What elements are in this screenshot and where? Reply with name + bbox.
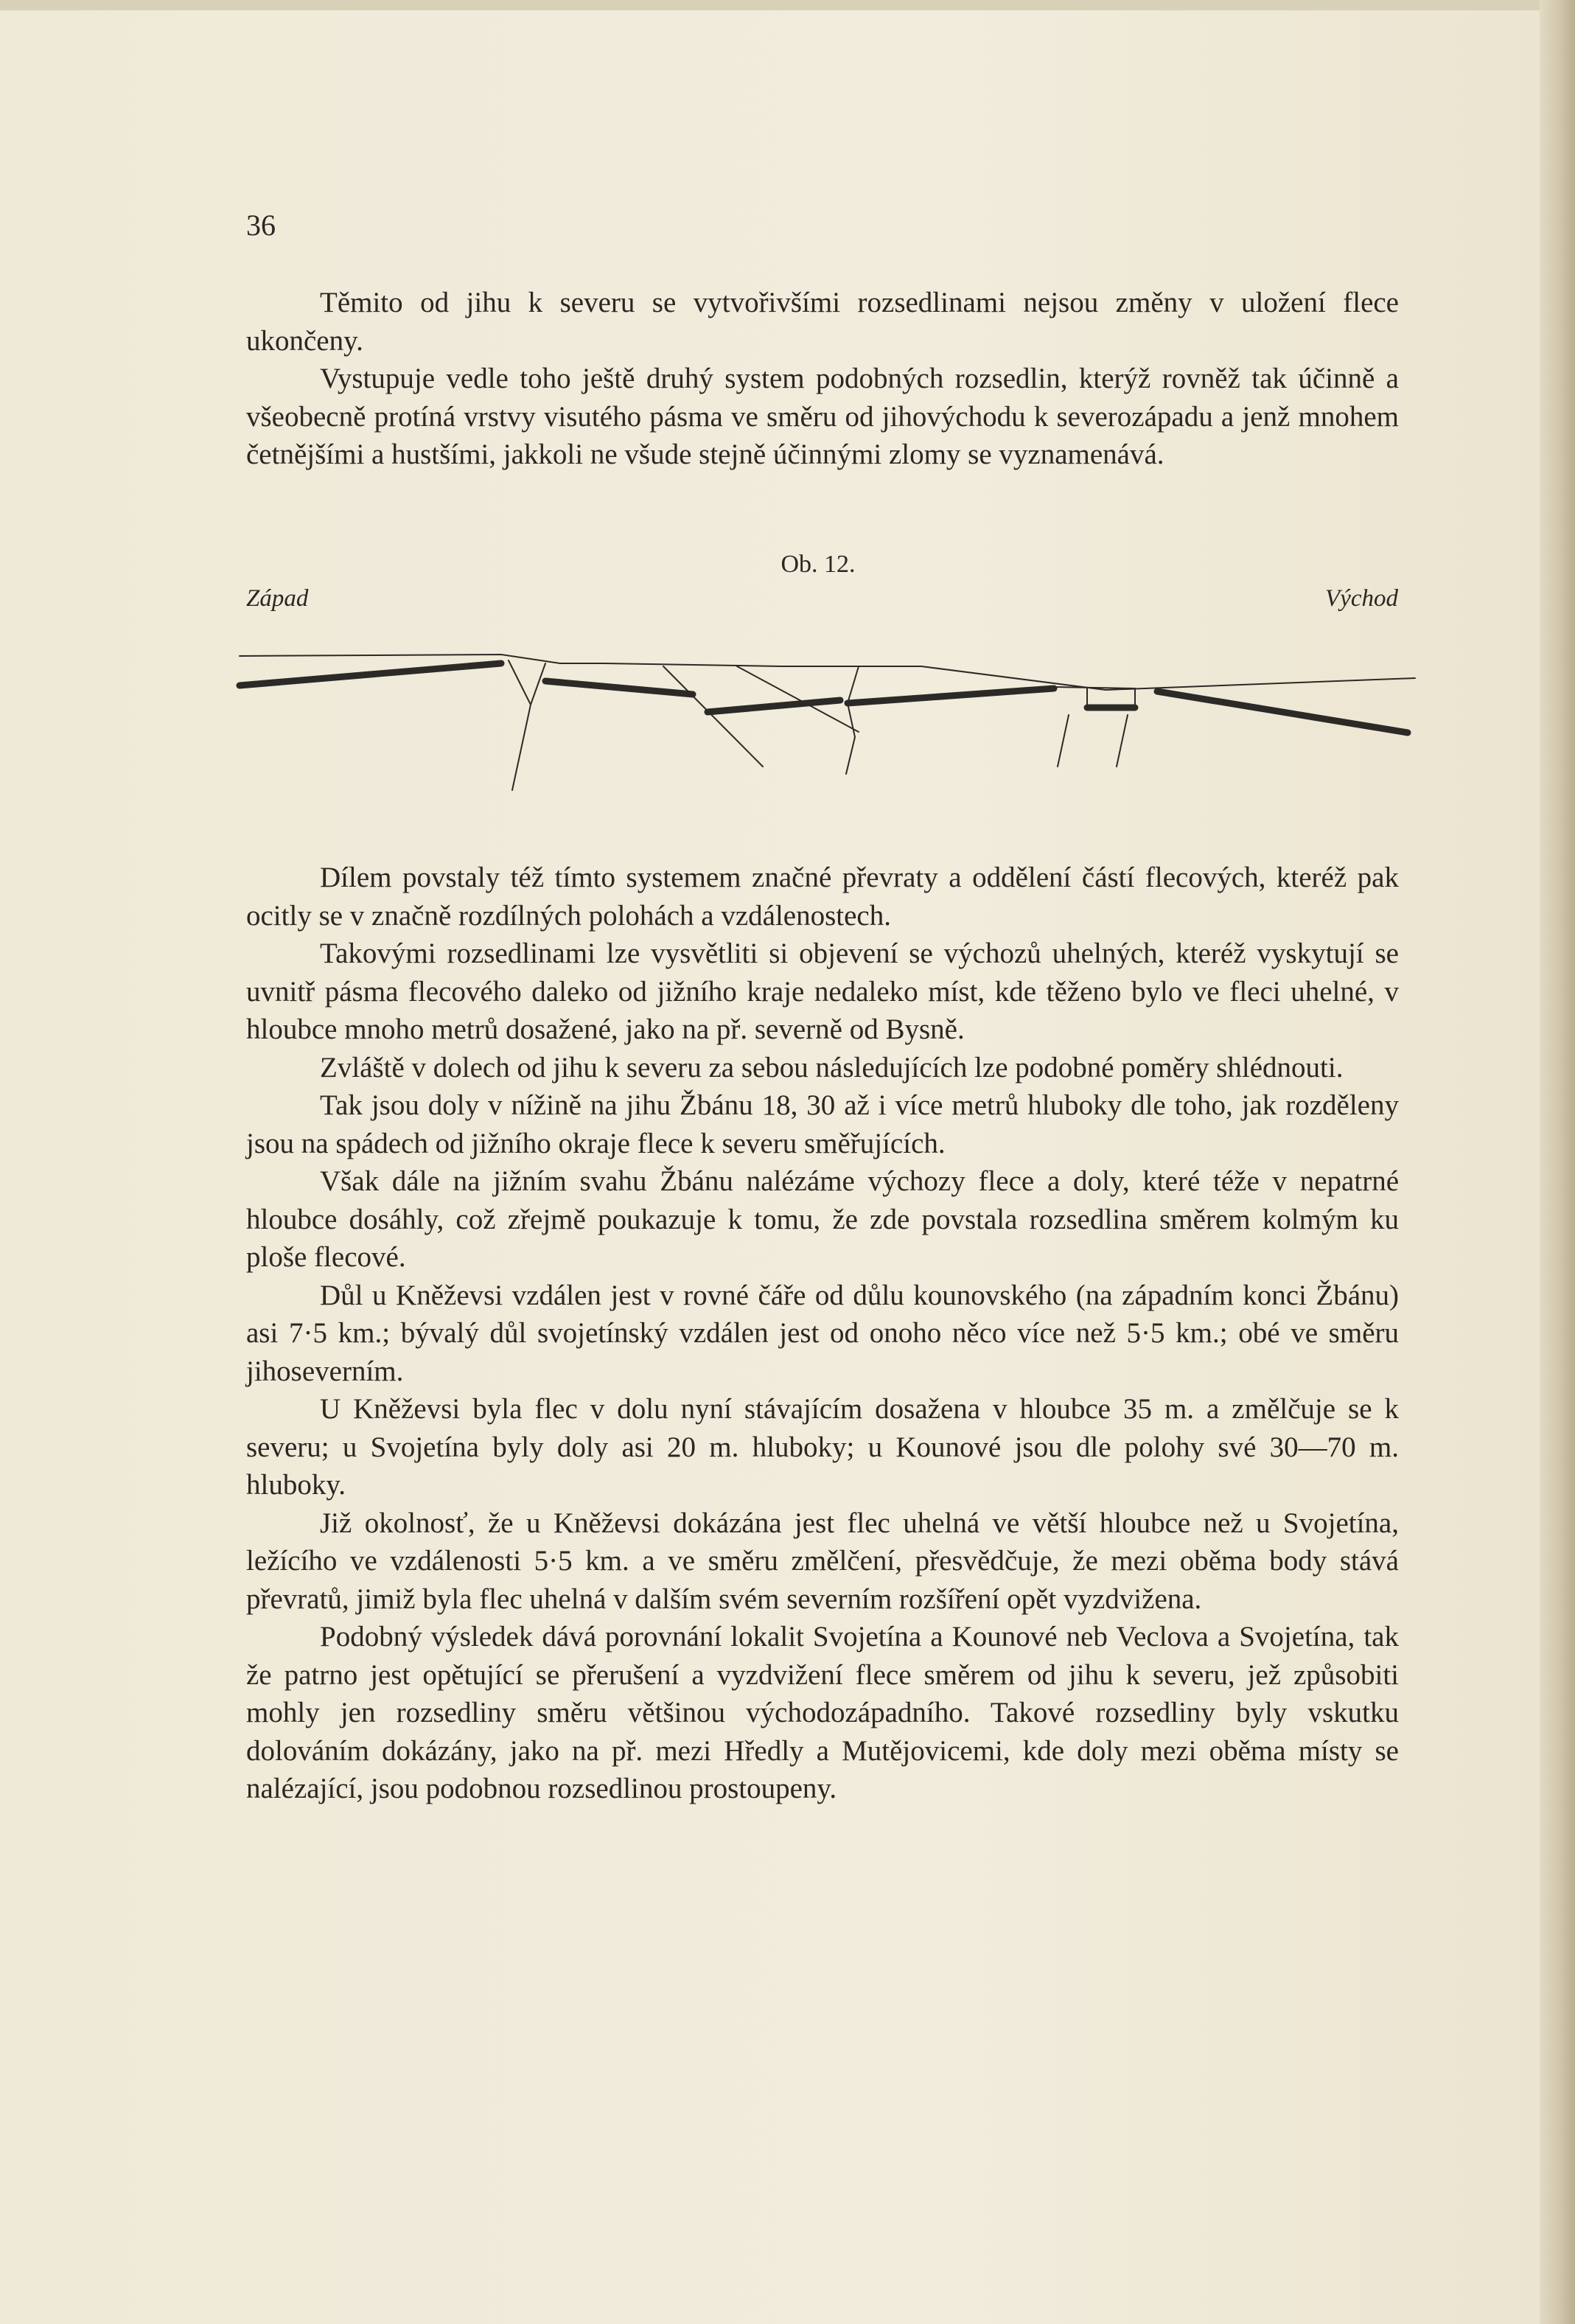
paragraph: Však dále na jižním svahu Žbánu nalézáme výchozy flece a doly, které téže v nepatrné hloubce dosáhly, což zřejmě poukazuje k tomu, že zde povstala rozsedlina směrem kolmým ku ploše flecové. — [246, 1165, 1399, 1273]
fault-line — [663, 666, 763, 767]
paragraph: Zvláště v dolech od jihu k severu za sebou následujících lze podobné poměry shlédnouti. — [320, 1051, 1344, 1084]
book-spine-edge — [1540, 0, 1575, 2324]
fault-line — [509, 660, 531, 790]
seam-segment — [708, 700, 840, 712]
connector-line — [1054, 687, 1135, 688]
text-block-bottom — [246, 859, 1399, 1808]
seam-segment — [240, 663, 501, 685]
figure-title: Ob. 12. — [780, 551, 856, 578]
seam-segment — [1157, 691, 1408, 733]
paragraph: Takovými rozsedlinami lze vysvětliti si objevení se výchozů uhelných, kteréž vyskytují se uvnitř pásma flecového daleko od jižního kraje nedaleko míst, kde těženo bylo ve fleci uhelné, v hloubce mnoho metrů dosažené, jako na př. severně od Bysně. — [246, 938, 1399, 1045]
fault-line — [1058, 715, 1069, 767]
figure-label-west: Západ — [246, 585, 309, 612]
figure-label-east: Východ — [1325, 585, 1398, 612]
paragraph: Těmito od jihu k severu se vytvořivšími rozsedlinami nejsou změny v uložení flece ukončeny. — [246, 287, 1399, 357]
paragraph: Podobný výsledek dává porovnání lokalit Svojetína a Kounové neb Veclova a Svojetína, tak že patrno jest opětující se přerušení a vyzdvižení flece směrem od jihu k severu, jež způsobiti mohly jen rozsedliny směru většinou východozápadního. Takové rozsedliny byly vskutku dolováním dokázány, jako na př. mezi Hředly a Mutějovicemi, kde doly mezi oběma místy se nalézající, jsou podobnou rozsedlinou prostoupeny. — [246, 1621, 1399, 1804]
seam-segment — [545, 681, 693, 694]
page-top-edge — [0, 0, 1575, 10]
text-block-top — [246, 284, 1399, 474]
paragraph: U Kněževsi byla flec v dolu nyní stávajícím dosažena v hloubce 35 m. a změlčuje se k severu; u Svojetína byly doly asi 20 m. hluboky; u Kounové jsou dle polohy své 30—70 m. hluboky. — [246, 1393, 1399, 1501]
paragraph: Důl u Kněževsi vzdálen jest v rovné čáře od důlu kounovského (na západním konci Žbánu) asi 7·5 km.; bývalý důl svojetínský vzdálen jest od onoho něco více než 5·5 km.; obé ve směru jihoseverním. — [246, 1279, 1399, 1387]
page-number: 36 — [246, 209, 276, 242]
geologic-cross-section-figure — [221, 627, 1422, 803]
paragraph: Již okolnosť, že u Kněževsi dokázána jest flec uhelná ve větší hloubce než u Svojetína, ležícího ve vzdálenosti 5·5 km. a ve směru změlčení, přesvědčuje, že mezi oběma body stává převratů, jimiž byla flec uhelná v dalším svém severním rozšíření opět vyzdvižena. — [246, 1507, 1399, 1615]
fault-line — [1117, 715, 1128, 767]
fault-line — [846, 666, 859, 774]
paragraph: Tak jsou doly v nížině na jihu Žbánu 18, 30 až i více metrů hluboky dle toho, jak rozděleny jsou na spádech od jižního okraje flece k severu směřujících. — [246, 1089, 1399, 1159]
paragraph: Dílem povstaly též tímto systemem značné převraty a oddělení částí flecových, kteréž pak ocitly se v značně rozdílných polohách a vzdálenostech. — [246, 862, 1399, 932]
seam-segment — [848, 688, 1054, 703]
fault-line — [531, 663, 545, 705]
paragraph: Vystupuje vedle toho ještě druhý system podobných rozsedlin, kterýž rovněž tak účinně a všeobecně protíná vrstvy visutého pásma ve směru od jihovýchodu k severozápadu a jenž mnohem četnějšími a hustšími, jakkoli ne všude stejně účinnými zlomy se vyznamenává. — [246, 363, 1399, 470]
